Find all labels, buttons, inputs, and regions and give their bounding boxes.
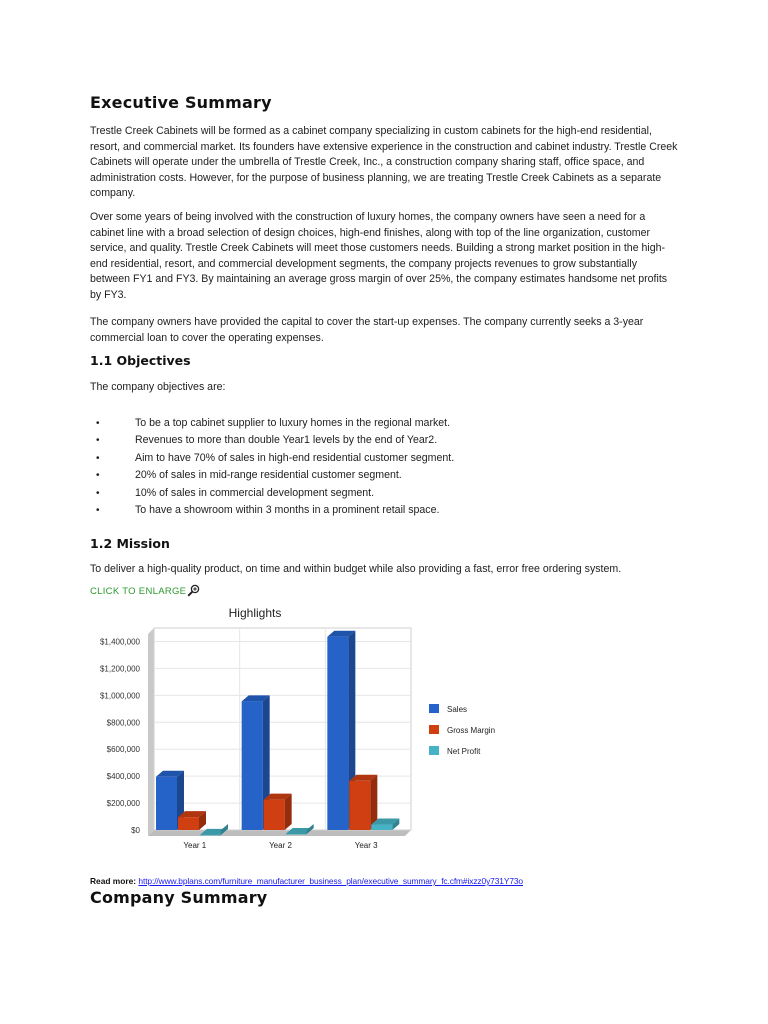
- bar-front: [371, 825, 392, 830]
- magnifier-plus-icon[interactable]: [187, 584, 200, 597]
- objectives-list: [90, 415, 650, 519]
- bar-gross-margin: [178, 811, 206, 830]
- bar-front: [349, 781, 370, 830]
- y-tick-label: $1,400,000: [99, 637, 140, 647]
- bar-front: [156, 777, 177, 830]
- list-item-text: To be a top cabinet supplier to luxury homes in the regional market.: [135, 417, 451, 429]
- list-item: [90, 502, 650, 519]
- y-tick-label: $0: [131, 826, 140, 835]
- legend-label: Sales: [447, 705, 468, 714]
- list-item-text: To have a showroom within 3 months in a prominent retail space.: [135, 504, 440, 517]
- click-to-enlarge-label[interactable]: CLICK TO ENLARGE: [90, 586, 187, 597]
- read-more-link[interactable]: http://www.bplans.com/furniture_manufacturer_business_plan/executive_summary_fc.cfm#ixzz0y731Y73o: [138, 876, 523, 886]
- bullet-icon: •: [96, 487, 100, 499]
- objectives-heading: 1.1 Objectives: [90, 353, 191, 368]
- y-tick-label: $1,200,000: [99, 664, 140, 674]
- legend-swatch: [429, 725, 439, 734]
- list-item-text: Revenues to more than double Year1 levels by the end of Year2.: [135, 434, 438, 447]
- y-tick-label: $400,000: [106, 772, 140, 782]
- executive-summary-heading: Executive Summary: [90, 93, 272, 112]
- objectives-intro: The company objectives are:: [90, 381, 226, 393]
- y-tick-label: $1,000,000: [99, 691, 140, 701]
- bullet-icon: •: [96, 452, 100, 464]
- bar-side: [285, 794, 292, 830]
- bar-front: [200, 835, 221, 836]
- exec-paragraph-3: The company owners have provided the capital to cover the start-up expenses. The company currently seeks a 3-year commercial loan to cover the operating expenses.: [90, 316, 644, 344]
- chart-title: Highlights: [228, 606, 282, 620]
- legend-swatch: [429, 704, 439, 713]
- list-item: [90, 485, 650, 502]
- bullet-icon: •: [96, 435, 100, 447]
- list-item: [90, 467, 650, 484]
- y-tick-label: $200,000: [106, 799, 140, 809]
- bullet-icon: •: [96, 470, 100, 482]
- exec-paragraph-2: Over some years of being involved with the construction of luxury homes, the company owners have seen a need for a cabinet line with a broad selection of design choices, high-end finishes, along with top of the line organization, customer service, and quality. Trestle Creek Cabinets will meet those customers needs. Building a strong market position in the high-end residential, resort, and commercial development segments, the company projects revenues to grow substantially between FY1 and FY3. By maintaining an average gross margin of over 25%, the company estimates handsome net profits by FY3.: [90, 211, 668, 301]
- list-item-text: 20% of sales in mid-range residential customer segment.: [135, 469, 402, 482]
- bar-front: [327, 637, 348, 830]
- click-to-enlarge-link[interactable]: [90, 584, 200, 597]
- list-item-text: Aim to have 70% of sales in high-end residential customer segment.: [135, 451, 455, 464]
- list-item-text: 10% of sales in commercial development segment.: [135, 486, 375, 499]
- company-summary-heading: Company Summary: [90, 888, 268, 907]
- bar-front: [242, 701, 263, 830]
- bar-front: [178, 817, 199, 830]
- legend-label: Gross Margin: [447, 726, 496, 735]
- bar-front: [286, 834, 307, 835]
- mission-text: To deliver a high-quality product, on time and within budget while also providing a fast, error free ordering system.: [90, 563, 622, 575]
- x-tick-label: Year 1: [183, 841, 207, 850]
- chart-floor: [148, 830, 411, 836]
- x-tick-label: Year 3: [354, 841, 378, 850]
- bullet-icon: •: [96, 505, 100, 517]
- legend-label: Net Profit: [447, 747, 481, 756]
- mission-heading: 1.2 Mission: [90, 536, 170, 551]
- bar-gross-margin: [264, 794, 292, 830]
- list-item: [90, 415, 650, 432]
- y-tick-label: $600,000: [106, 745, 140, 755]
- bullet-icon: •: [96, 418, 100, 429]
- read-more-line: [90, 876, 523, 886]
- legend-swatch: [429, 746, 439, 755]
- y-tick-label: $800,000: [106, 718, 140, 728]
- bar-gross-margin: [349, 775, 377, 830]
- highlights-chart[interactable]: [86, 600, 526, 855]
- bar-front: [264, 800, 285, 830]
- list-item: [90, 450, 650, 467]
- exec-paragraph-1: Trestle Creek Cabinets will be formed as a cabinet company specializing in custom cabinets for the high-end residential, resort, and commercial market. Its founders have extensive experience in the construction and cabinet industry. Trestle Creek Cabinets will operate under the umbrella of Trestle Creek, Inc., a construction company sharing staff, office space, and administration costs. However, for the purpose of business planning, we are treating Trestle Creek Cabinets as a separate company.: [90, 125, 678, 200]
- read-more-label: Read more:: [90, 876, 137, 886]
- list-item: [90, 432, 650, 449]
- chart-side-wall: [148, 628, 154, 836]
- x-tick-label: Year 2: [269, 841, 292, 850]
